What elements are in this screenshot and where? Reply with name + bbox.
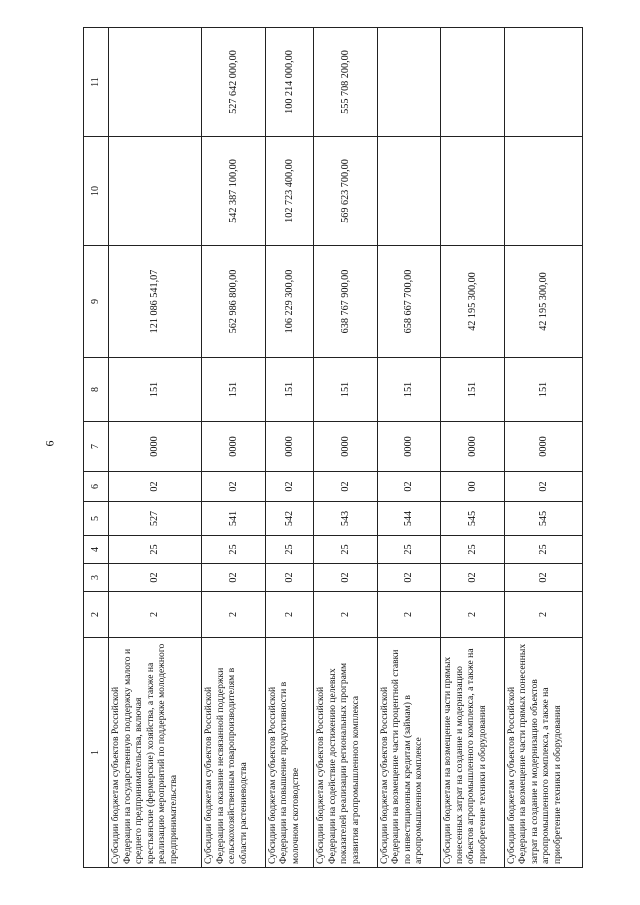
cell-col-6: 02 xyxy=(504,472,582,502)
col-header-2: 2 xyxy=(84,592,109,638)
cell-col-7: 0000 xyxy=(504,422,582,472)
cell-col-7: 0000 xyxy=(314,422,377,472)
cell-col-8: 151 xyxy=(265,358,314,422)
row-description: Субсидии бюджетам субъектов Российской Федерации на повышение продуктивности в молочном скотоводстве xyxy=(265,638,314,868)
cell-col-10: 102 723 400,00 xyxy=(265,137,314,246)
cell-col-7: 0000 xyxy=(109,422,202,472)
cell-col-11 xyxy=(377,28,440,137)
cell-col-10 xyxy=(109,137,202,246)
cell-col-8: 151 xyxy=(314,358,377,422)
cell-col-9: 42 195 300,00 xyxy=(504,246,582,358)
cell-col-8: 151 xyxy=(109,358,202,422)
col-header-1: 1 xyxy=(84,638,109,868)
cell-col-9: 106 229 300,00 xyxy=(265,246,314,358)
cell-col-11: 527 642 000,00 xyxy=(202,28,265,137)
col-header-5: 5 xyxy=(84,502,109,536)
row-description: Субсидии бюджетам субъектов Российской Федерации на возмещение части процентной ставки по инвестиционным кредитам (займам) в агропромышленном комплексе xyxy=(377,638,440,868)
cell-col-11 xyxy=(504,28,582,137)
cell-col-2: 2 xyxy=(441,592,504,638)
cell-col-3: 02 xyxy=(504,564,582,592)
cell-col-7: 0000 xyxy=(441,422,504,472)
cell-col-5: 544 xyxy=(377,502,440,536)
cell-col-7: 0000 xyxy=(265,422,314,472)
cell-col-10: 542 387 100,00 xyxy=(202,137,265,246)
cell-col-5: 543 xyxy=(314,502,377,536)
cell-col-5: 542 xyxy=(265,502,314,536)
cell-col-9: 658 667 700,00 xyxy=(377,246,440,358)
cell-col-7: 0000 xyxy=(377,422,440,472)
row-description: Субсидии бюджетам на возмещение части прямых понесенных затрат на создание и модернизацию объектов агропромышленного комплекса, а также на приобретение техники и оборудования xyxy=(441,638,504,868)
row-description: Субсидии бюджетам субъектов Российской Федерации на оказание несвязанной поддержки сельскохозяйственным товаропроизводителям в области растениеводства xyxy=(202,638,265,868)
table-row xyxy=(265,28,314,868)
cell-col-11: 100 214 000,00 xyxy=(265,28,314,137)
cell-col-6: 00 xyxy=(441,472,504,502)
col-header-10: 10 xyxy=(84,137,109,246)
cell-col-6: 02 xyxy=(202,472,265,502)
cell-col-10 xyxy=(441,137,504,246)
cell-col-9: 42 195 300,00 xyxy=(441,246,504,358)
page-number: 6 xyxy=(42,440,57,447)
cell-col-9: 638 767 900,00 xyxy=(314,246,377,358)
col-header-6: 6 xyxy=(84,472,109,502)
col-header-4: 4 xyxy=(84,536,109,564)
col-header-8: 8 xyxy=(84,358,109,422)
row-description: Субсидии бюджетам субъектов Российской Федерации на возмещение части прямых понесенных затрат на создание и модернизацию объектов агропромышленного комплекса, а также на приобретение техники и оборудования xyxy=(504,638,582,868)
cell-col-8: 151 xyxy=(202,358,265,422)
cell-col-3: 02 xyxy=(109,564,202,592)
cell-col-4: 25 xyxy=(504,536,582,564)
row-description: Субсидии бюджетам субъектов Российской Федерации на государственную поддержку малого и среднего предпринимательства, включая крестьянские (фермерские) хозяйства, а также на реализацию мероприятий по поддержке молодежного предпринимательства xyxy=(109,638,202,868)
cell-col-10 xyxy=(377,137,440,246)
cell-col-11 xyxy=(109,28,202,137)
cell-col-4: 25 xyxy=(109,536,202,564)
cell-col-6: 02 xyxy=(265,472,314,502)
cell-col-2: 2 xyxy=(202,592,265,638)
cell-col-8: 151 xyxy=(441,358,504,422)
cell-col-2: 2 xyxy=(109,592,202,638)
table-row xyxy=(377,28,440,868)
rotated-table-container xyxy=(83,28,583,868)
budget-subsidies-table xyxy=(83,27,583,868)
table-row xyxy=(504,28,582,868)
table-row xyxy=(109,28,202,868)
cell-col-11 xyxy=(441,28,504,137)
cell-col-3: 02 xyxy=(265,564,314,592)
cell-col-7: 0000 xyxy=(202,422,265,472)
cell-col-2: 2 xyxy=(265,592,314,638)
cell-col-3: 02 xyxy=(441,564,504,592)
cell-col-4: 25 xyxy=(265,536,314,564)
col-header-11: 11 xyxy=(84,28,109,137)
row-description: Субсидии бюджетам субъектов Российской Федерации на содействие достижению целевых показателей реализации региональных программ развития агропромышленного комплекса xyxy=(314,638,377,868)
cell-col-5: 541 xyxy=(202,502,265,536)
cell-col-3: 02 xyxy=(202,564,265,592)
cell-col-2: 2 xyxy=(314,592,377,638)
cell-col-6: 02 xyxy=(377,472,440,502)
cell-col-4: 25 xyxy=(377,536,440,564)
cell-col-4: 25 xyxy=(441,536,504,564)
cell-col-4: 25 xyxy=(202,536,265,564)
cell-col-8: 151 xyxy=(504,358,582,422)
col-header-9: 9 xyxy=(84,246,109,358)
cell-col-9: 121 086 541,07 xyxy=(109,246,202,358)
cell-col-2: 2 xyxy=(377,592,440,638)
cell-col-5: 545 xyxy=(441,502,504,536)
table-row xyxy=(441,28,504,868)
table-row xyxy=(202,28,265,868)
cell-col-2: 2 xyxy=(504,592,582,638)
cell-col-6: 02 xyxy=(314,472,377,502)
cell-col-4: 25 xyxy=(314,536,377,564)
col-header-7: 7 xyxy=(84,422,109,472)
cell-col-9: 562 986 800,00 xyxy=(202,246,265,358)
cell-col-8: 151 xyxy=(377,358,440,422)
cell-col-10: 569 623 700,00 xyxy=(314,137,377,246)
cell-col-10 xyxy=(504,137,582,246)
cell-col-3: 02 xyxy=(314,564,377,592)
header-row xyxy=(84,28,109,868)
cell-col-6: 02 xyxy=(109,472,202,502)
table-row xyxy=(314,28,377,868)
cell-col-11: 555 708 200,00 xyxy=(314,28,377,137)
cell-col-5: 527 xyxy=(109,502,202,536)
cell-col-5: 545 xyxy=(504,502,582,536)
cell-col-3: 02 xyxy=(377,564,440,592)
col-header-3: 3 xyxy=(84,564,109,592)
